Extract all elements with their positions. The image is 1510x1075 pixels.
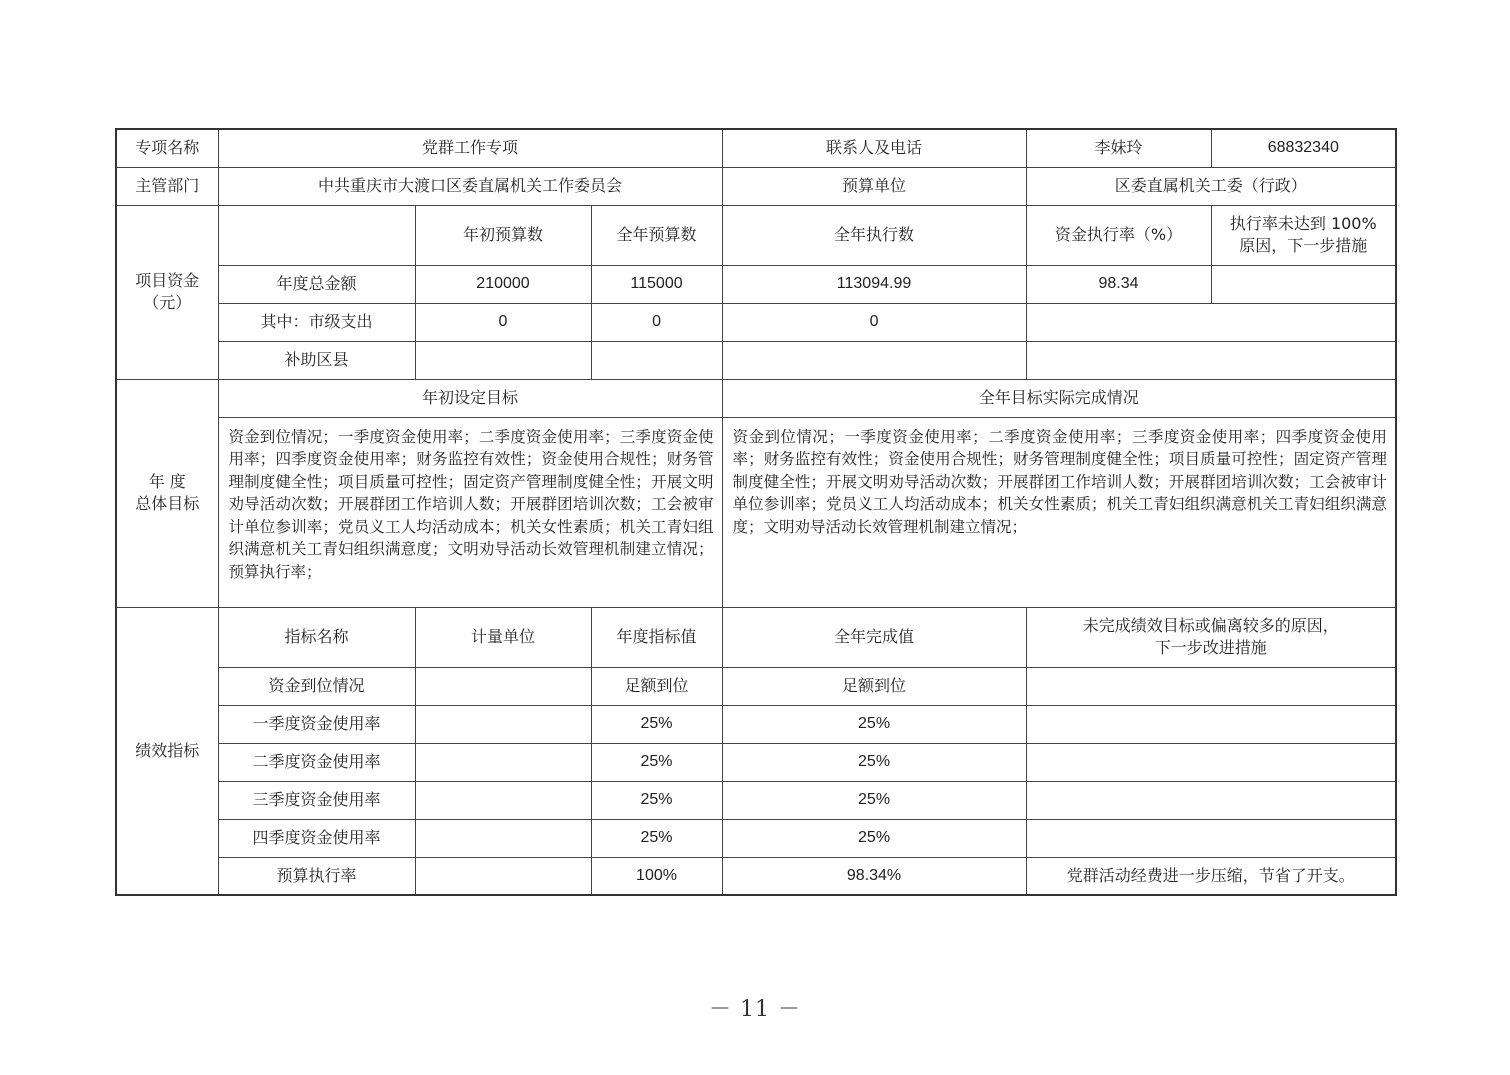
funds-cell-rate: 98.34 (1026, 265, 1211, 303)
indicator-unit (415, 857, 591, 895)
funds-cell-initial: 210000 (415, 265, 591, 303)
indicators-section-label: 绩效指标 (116, 607, 218, 895)
indicators-col-name: 指标名称 (218, 607, 415, 667)
indicators-col-target: 年度指标值 (591, 607, 722, 667)
funds-cell-rate (1026, 341, 1396, 379)
indicator-reason (1026, 781, 1396, 819)
funds-cell-annual (591, 341, 722, 379)
project-name-row (116, 129, 1396, 167)
department-label: 主管部门 (116, 167, 218, 205)
indicator-reason (1026, 743, 1396, 781)
goals-section-label: 年 度 总体目标 (116, 379, 218, 607)
funds-col-initial: 年初预算数 (415, 205, 591, 265)
indicator-unit (415, 781, 591, 819)
funds-cell-reason (1211, 265, 1396, 303)
indicators-col-reason: 未完成绩效目标或偏离较多的原因， 下一步改进措施 (1026, 607, 1396, 667)
indicator-actual: 25% (722, 743, 1026, 781)
goals-header-row (116, 379, 1396, 417)
indicator-name: 三季度资金使用率 (218, 781, 415, 819)
funds-cell-executed (722, 341, 1026, 379)
indicator-name: 预算执行率 (218, 857, 415, 895)
department-value: 中共重庆市大渡口区委直属机关工作委员会 (218, 167, 722, 205)
indicator-unit (415, 743, 591, 781)
indicator-target: 100% (591, 857, 722, 895)
indicator-row (116, 705, 1396, 743)
department-row (116, 167, 1396, 205)
indicator-actual: 25% (722, 781, 1026, 819)
indicator-actual: 足额到位 (722, 667, 1026, 705)
indicator-target: 足额到位 (591, 667, 722, 705)
funds-cell-annual: 0 (591, 303, 722, 341)
indicators-header-row (116, 607, 1396, 667)
indicator-row (116, 819, 1396, 857)
indicators-col-actual: 全年完成值 (722, 607, 1026, 667)
indicator-name: 资金到位情况 (218, 667, 415, 705)
funds-header-row (116, 205, 1396, 265)
funds-row-label: 年度总金额 (218, 265, 415, 303)
indicator-reason (1026, 667, 1396, 705)
funds-cell-executed: 113094.99 (722, 265, 1026, 303)
funds-cell-executed: 0 (722, 303, 1026, 341)
goals-actual-text: 资金到位情况；一季度资金使用率；二季度资金使用率；三季度资金使用率；四季度资金使用率；财务监控有效性；资金使用合规性；财务管理制度健全性；项目质量可控性；固定资产管理制度健全性；开展文明劝导活动次数；开展群团工作培训人数；开展群团培训次数；工会被审计单位参训率；党员义工人均活动成本；机关女性素质；机关工青妇组织满意机关工青妇组织满意度；文明劝导活动长效管理机制建立情况； (722, 417, 1396, 607)
indicator-target: 25% (591, 705, 722, 743)
goals-initial-header: 年初设定目标 (218, 379, 722, 417)
funds-cell-initial: 0 (415, 303, 591, 341)
indicator-actual: 25% (722, 705, 1026, 743)
indicator-row (116, 743, 1396, 781)
indicator-row (116, 667, 1396, 705)
funds-cell-rate (1026, 303, 1396, 341)
funds-cell-initial (415, 341, 591, 379)
funds-col-reason: 执行率未达到 100% 原因，下一步措施 (1211, 205, 1396, 265)
indicator-target: 25% (591, 743, 722, 781)
indicator-name: 四季度资金使用率 (218, 819, 415, 857)
indicator-unit (415, 667, 591, 705)
contact-name: 李妹玲 (1026, 129, 1211, 167)
budget-unit-label: 预算单位 (722, 167, 1026, 205)
funds-col-annual: 全年预算数 (591, 205, 722, 265)
funds-section-label: 项目资金 （元） (116, 205, 218, 379)
budget-unit-value: 区委直属机关工委（行政） (1026, 167, 1396, 205)
contact-label: 联系人及电话 (722, 129, 1026, 167)
indicator-name: 二季度资金使用率 (218, 743, 415, 781)
indicators-col-unit: 计量单位 (415, 607, 591, 667)
indicator-name: 一季度资金使用率 (218, 705, 415, 743)
goals-text-row (116, 417, 1396, 607)
indicator-unit (415, 819, 591, 857)
funds-row-subsidy (116, 341, 1396, 379)
contact-phone: 68832340 (1211, 129, 1396, 167)
indicator-reason (1026, 705, 1396, 743)
indicator-target: 25% (591, 781, 722, 819)
funds-row-label: 其中：市级支出 (218, 303, 415, 341)
indicator-actual: 98.34% (722, 857, 1026, 895)
indicator-reason (1026, 819, 1396, 857)
goals-actual-header: 全年目标实际完成情况 (722, 379, 1396, 417)
indicator-row (116, 781, 1396, 819)
indicator-reason: 党群活动经费进一步压缩，节省了开支。 (1026, 857, 1396, 895)
funds-header-blank (218, 205, 415, 265)
funds-row-city (116, 303, 1396, 341)
goals-initial-text: 资金到位情况；一季度资金使用率；二季度资金使用率；三季度资金使用率；四季度资金使用率；财务监控有效性；资金使用合规性；财务管理制度健全性；项目质量可控性；固定资产管理制度健全性；开展文明劝导活动次数；开展群团工作培训人数；开展群团培训次数；工会被审计单位参训率；党员义工人均活动成本；机关女性素质；机关工青妇组织满意机关工青妇组织满意度；文明劝导活动长效管理机制建立情况；预算执行率； (218, 417, 722, 607)
indicator-actual: 25% (722, 819, 1026, 857)
funds-cell-annual: 115000 (591, 265, 722, 303)
funds-row-label: 补助区县 (218, 341, 415, 379)
funds-col-rate: 资金执行率（%） (1026, 205, 1211, 265)
project-performance-table (115, 128, 1397, 896)
indicator-unit (415, 705, 591, 743)
project-name-label: 专项名称 (116, 129, 218, 167)
indicator-row (116, 857, 1396, 895)
project-name-value: 党群工作专项 (218, 129, 722, 167)
funds-col-executed: 全年执行数 (722, 205, 1026, 265)
page-number: － 11 － (709, 997, 801, 1022)
indicator-target: 25% (591, 819, 722, 857)
funds-row-total (116, 265, 1396, 303)
